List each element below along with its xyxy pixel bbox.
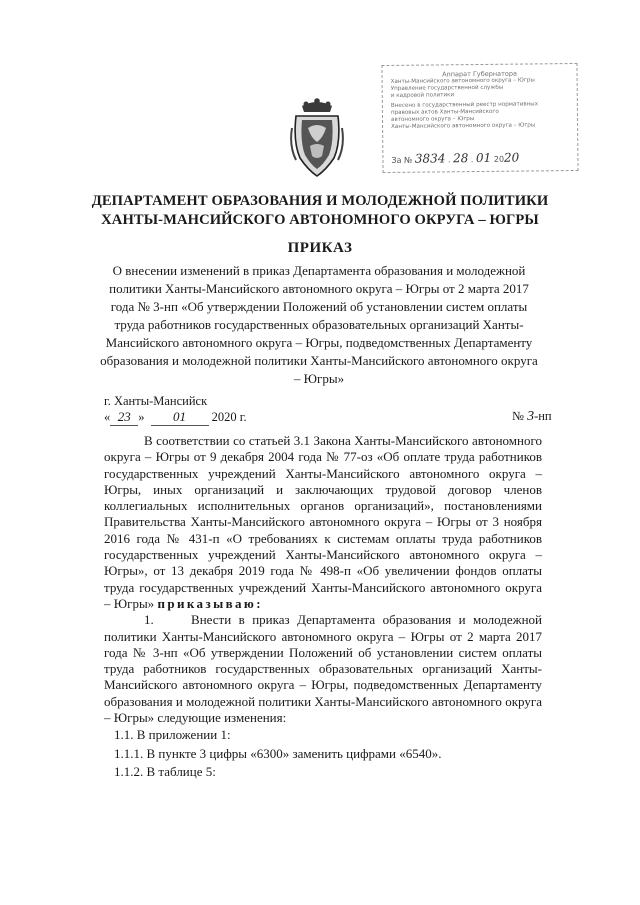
item-1-number: 1. (144, 612, 154, 628)
issue-place: г. Ханты-Мансийск (104, 394, 208, 408)
preamble-text: В соответствии со статьей 3.1 Закона Ханты-Мансийского автономного округа – Югры от 9 декабря 2004 года № 77-оз «Об оплате труда работников государственных учреждений Ханты-Мансийского автономного округа – Югры, иных организаций и заключающих трудовой договор членов коллегиальных исполнительных органов организаций», постановлениями Правительства Ханты-Мансийского автономного округа – Югры от 3 ноября 2016 года № 431-п «О требованиях к системам оплаты труда работников государственных учреждений Ханты-Мансийского автономного округа – Югры», от 13 декабря 2019 года № 498-п «Об увеличении фондов оплаты труда государственных учреждений Ханты-Мансийского автономного округа – Югры» (104, 433, 542, 611)
stamp-reg-day: 28 (452, 151, 469, 166)
registration-stamp (381, 63, 578, 173)
org-line-1: ДЕПАРТАМЕНТ ОБРАЗОВАНИЯ И МОЛОДЕЖНОЙ ПОЛИТИКИ (91, 193, 549, 209)
stamp-reg-number: 3834 (414, 151, 446, 166)
stamp-reg-year: 20 (503, 150, 520, 165)
order-word: приказываю: (157, 595, 263, 611)
document-body (104, 433, 542, 780)
org-line-2: ХАНТЫ-МАНСИЙСКОГО АВТОНОМНОГО ОКРУГА – ЮГРЫ (101, 212, 539, 228)
item-1-1-1: 1.1.1. В пункте 3 цифры «6300» заменить цифрами «6540». (114, 745, 442, 761)
stamp-line: Управление государственной службы (390, 84, 504, 92)
date-day: 23 (110, 409, 138, 426)
doc-number-prefix: № (512, 409, 524, 423)
stamp-line: Ханты-Мансийского автономного округа – Югры (391, 122, 536, 130)
item-1-1-2: 1.1.2. В таблице 5: (114, 763, 216, 779)
date-year: 2020 г. (211, 410, 247, 424)
stamp-line: Внесено в государственный реестр нормативных (390, 101, 539, 109)
stamp-line: автономного округа – Югры (390, 116, 475, 123)
organization-heading (60, 192, 580, 230)
stamp-reg-year-prefix: 20 (493, 154, 505, 164)
stamp-line: Ханты-Мансийского автономного округа – Югры (390, 77, 535, 85)
doc-number-suffix: -нп (534, 409, 552, 423)
issue-date (104, 409, 247, 426)
doc-number-value: 3 (527, 409, 535, 424)
date-close-quote: » (138, 410, 145, 424)
document-number (512, 409, 552, 425)
document-type-title: ПРИКАЗ (287, 240, 353, 256)
preamble-paragraph (104, 433, 542, 612)
item-1-text: Внести в приказ Департамента образования и молодежной политики Ханты-Мансийского автономного округа – Югры от 2 марта 2017 года № 3-нп «Об утверждении Положений об установлении систем оплаты труда работников государственных образовательных организаций Ханты-Мансийского автономного округа – Югры, подведомственных Департаменту образования и молодежной политики Ханты-Мансийского автономного округа – Югры» следующие изменения: (104, 612, 543, 726)
document-subject: О внесении изменений в приказ Департамента образования и молодежной политики Ханты-Мансийского автономного округа – Югры от 2 марта 2017 года № 3-нп «Об утверждении Положений об установлении систем оплаты труда работников государственных образовательных организаций Ханты-Мансийского автономного округа – Югры, подведомственных Департаменту образования и молодежной политики Ханты-Мансийского автономного округа – Югры» (100, 263, 538, 386)
stamp-reg-month: 01 (475, 150, 492, 166)
item-1-paragraph (104, 612, 542, 726)
stamp-line: и кадровой политики (390, 92, 455, 99)
stamp-reg-prefix: За № (391, 155, 413, 165)
item-1-1: 1.1. В приложении 1: (114, 727, 231, 743)
date-open-quote: « (104, 410, 111, 424)
date-month: 01 (151, 409, 209, 426)
coat-of-arms-emblem (290, 98, 344, 178)
stamp-line: Аппарат Губернатора (442, 70, 518, 79)
stamp-line: правовых актов Ханты-Мансийского (390, 108, 499, 116)
stamp-registration-line: За № 3834 . 28 . 01 2020 (391, 150, 520, 166)
